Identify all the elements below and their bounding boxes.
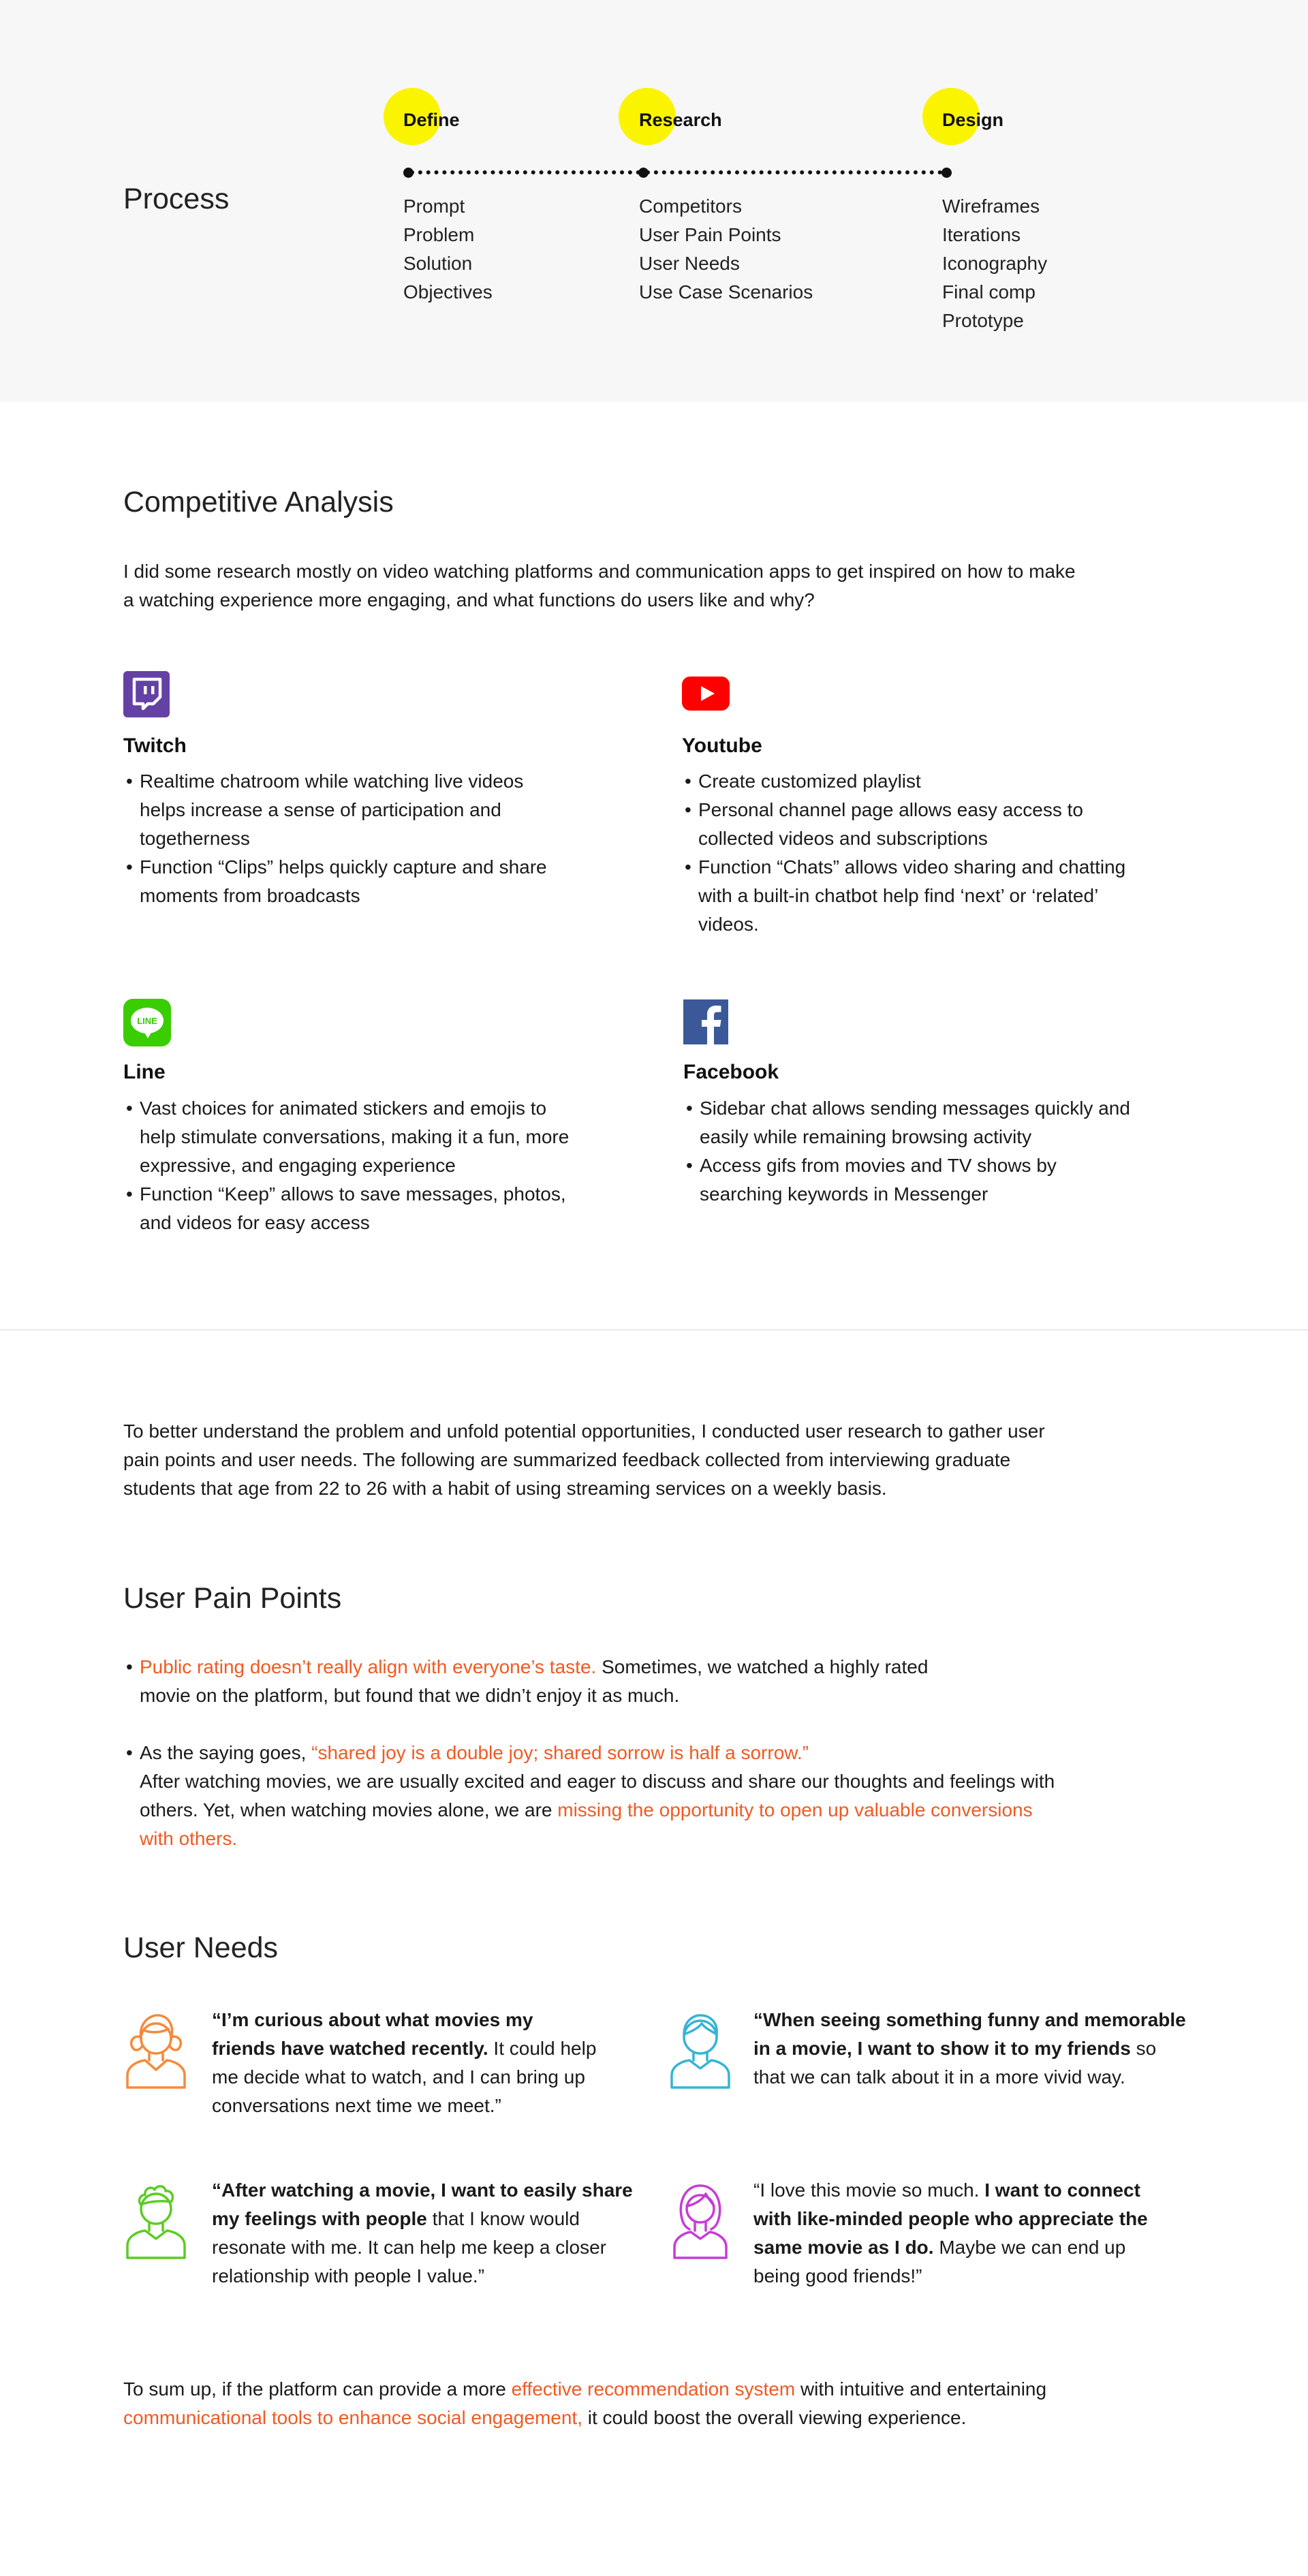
quote-rest: that I know would resonate with me. It can help me keep a closer relationship with people I value.” bbox=[212, 2208, 606, 2286]
user-orange-icon bbox=[123, 2010, 189, 2090]
timeline-segment bbox=[410, 170, 640, 174]
user-purple-icon bbox=[668, 2180, 733, 2261]
quote-rest: It could help me decide what to watch, and I can bring up conversations next time we meet.” bbox=[212, 2038, 597, 2116]
list-item: • Sidebar chat allows sending messages quickly and easily while remaining browsing activity bbox=[683, 1094, 1133, 1151]
quote-bold: “After watching a movie, I want to easily share my feelings with people bbox=[212, 2179, 633, 2229]
line-icon bbox=[123, 999, 171, 1046]
research-intro: To better understand the problem and unfold potential opportunities, I conducted user research to gather user pain points and user needs. The following are summarized feedback collected from interviewing graduate students that age from 22 to 26 with a habit of using streaming services on a weekly basis. bbox=[123, 1421, 1045, 1499]
list-item: Prompt bbox=[403, 196, 465, 217]
list-item: • Function “Chats” allows video sharing and chatting with a built-in chatbot help find ‘next’ or ‘related’ videos. bbox=[682, 853, 1132, 939]
research-list bbox=[639, 192, 813, 307]
pain-point-highlight: Public rating doesn’t really align with everyone’s taste. bbox=[140, 1656, 597, 1677]
quote-rest: Maybe we can end up being good friends!” bbox=[753, 2237, 1126, 2286]
quote-bold: I want to connect with like-minded people who appreciate the same movie as I do. bbox=[753, 2179, 1148, 2258]
timeline-node-design bbox=[941, 168, 952, 178]
process-title: Process bbox=[123, 183, 230, 215]
user-blue-icon bbox=[668, 2010, 733, 2090]
competitive-analysis-title: Competitive Analysis bbox=[123, 486, 394, 518]
list-item: • Realtime chatroom while watching live videos helps increase a sense of participation and togetherness bbox=[123, 767, 573, 853]
competitive-intro: I did some research mostly on video watching platforms and communication apps to get inspired on how to make a watching experience more engaging, and what functions do users like and why? bbox=[123, 561, 1076, 610]
timeline-segment bbox=[646, 170, 942, 174]
summary-mid: with intuitive and entertaining bbox=[795, 2378, 1047, 2400]
pain-point-highlight: missing the opportunity to open up valuable conversions with others. bbox=[140, 1799, 1033, 1849]
facebook-icon bbox=[683, 999, 728, 1044]
list-item: • Personal channel page allows easy access to collected videos and subscriptions bbox=[682, 796, 1132, 853]
pain-point-highlight: “shared joy is a double joy; shared sorrow is half a sorrow.” bbox=[311, 1742, 809, 1763]
list-item: Iterations bbox=[942, 224, 1021, 245]
user-needs-title: User Needs bbox=[123, 1931, 279, 1964]
process-section bbox=[0, 0, 1308, 402]
pain-point-item bbox=[123, 1739, 1063, 1853]
list-item: • Vast choices for animated stickers and emojis to help stimulate conversations, making it a fun, more expressive, and engaging experience bbox=[123, 1094, 573, 1180]
summary-end: it could boost the overall viewing experience. bbox=[582, 2407, 967, 2428]
quote-lead: “I love this movie so much. bbox=[753, 2179, 985, 2201]
line-points bbox=[123, 1094, 573, 1237]
list-item: User Pain Points bbox=[639, 224, 781, 245]
pain-points-list bbox=[123, 1653, 1063, 1853]
quote-bold: “When seeing something funny and memorable in a movie, I want to show it to my friends bbox=[753, 2009, 1186, 2059]
pain-point-item bbox=[123, 1653, 968, 1710]
user-need-quote-3 bbox=[212, 2176, 634, 2291]
summary-highlight: effective recommendation system bbox=[511, 2378, 796, 2400]
list-item: Iconography bbox=[942, 253, 1048, 274]
pain-point-lead: As the saying goes, bbox=[140, 1742, 312, 1763]
line-name: Line bbox=[123, 1061, 166, 1083]
pain-points-title: User Pain Points bbox=[123, 1582, 342, 1615]
twitch-name: Twitch bbox=[123, 734, 187, 757]
youtube-icon bbox=[682, 677, 730, 711]
list-item: • Function “Clips” helps quickly capture and share moments from broadcasts bbox=[123, 853, 573, 910]
timeline-node-research bbox=[638, 168, 649, 178]
facebook-name: Facebook bbox=[683, 1061, 779, 1083]
list-item: Objectives bbox=[403, 281, 493, 302]
user-need-quote-2 bbox=[753, 2006, 1189, 2092]
pain-point-text: Sometimes, we watched a highly rated movie on the platform, but found that we didn’t enjoy it as much. bbox=[140, 1656, 929, 1706]
list-item: • Access gifs from movies and TV shows by searching keywords in Messenger bbox=[683, 1151, 1133, 1209]
list-item: Final comp bbox=[942, 281, 1036, 302]
timeline-node-define bbox=[403, 168, 414, 178]
list-item: Prototype bbox=[942, 310, 1024, 331]
section-divider bbox=[0, 1329, 1308, 1331]
youtube-name: Youtube bbox=[682, 734, 762, 757]
twitch-icon bbox=[123, 671, 170, 717]
summary-paragraph bbox=[123, 2375, 1104, 2432]
list-item: User Needs bbox=[639, 253, 740, 274]
list-item: Competitors bbox=[639, 196, 742, 217]
summary-highlight: communicational tools to enhance social engagement, bbox=[123, 2407, 582, 2428]
list-item: Wireframes bbox=[942, 196, 1040, 217]
list-item: Problem bbox=[403, 224, 475, 245]
user-need-quote-4 bbox=[753, 2176, 1176, 2291]
stage-research-label: Research bbox=[639, 110, 722, 130]
list-item: Use Case Scenarios bbox=[639, 281, 813, 302]
summary-lead: To sum up, if the platform can provide a more bbox=[123, 2378, 512, 2400]
list-item: Solution bbox=[403, 253, 473, 274]
stage-design-label: Design bbox=[942, 110, 1004, 130]
twitch-points bbox=[123, 767, 573, 910]
define-list bbox=[403, 192, 493, 307]
pain-point-text: After watching movies, we are usually excited and eager to discuss and share our thoughts and feelings with others. Yet, when watching movies alone, we are bbox=[140, 1771, 1055, 1820]
design-list bbox=[942, 192, 1047, 335]
quote-bold: “I’m curious about what movies my friends have watched recently. bbox=[212, 2009, 533, 2059]
stage-define-label: Define bbox=[403, 110, 460, 130]
user-green-icon bbox=[123, 2180, 189, 2261]
facebook-points bbox=[683, 1094, 1133, 1209]
line-icon-text: LINE bbox=[137, 1016, 157, 1026]
list-item: • Create customized playlist bbox=[682, 767, 1132, 796]
list-item: • Function “Keep” allows to save messages, photos, and videos for easy access bbox=[123, 1180, 573, 1237]
youtube-points bbox=[682, 767, 1132, 939]
quote-rest: so that we can talk about it in a more vivid way. bbox=[753, 2038, 1157, 2088]
user-need-quote-1 bbox=[212, 2006, 600, 2120]
